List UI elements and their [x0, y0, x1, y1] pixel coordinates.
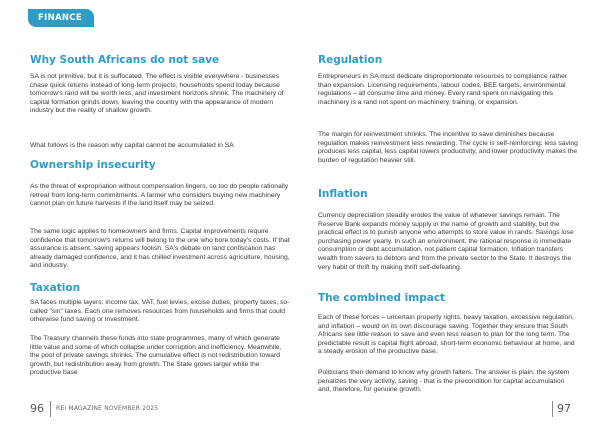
paragraph: SA is not primitive, but it is suffocated. The effect is visible everywhere - businesses chase quick returns instead of long-term projects, households spend today because tomorrow's rand will be worth less, and investment horizons shrink. The machinery of capital formation grinds down, leaving the country with the appearance of modern industry but the reality of shallow growth. [30, 73, 284, 115]
left-page-number: 96 [30, 402, 44, 415]
heading-regulation: Regulation [318, 54, 383, 66]
paragraph: The same logic applies to homeowners and firms. Capital improvements require confidence that tomorrow's returns will belong to the one who bore today's costs. If that assurance is absent, saving appears foolish. SA's debate on land confiscation has already damaged confidence, and it has chilled investment across agriculture, housing, and industry. [30, 228, 290, 270]
heading-ownership-insecurity: Ownership insecurity [30, 159, 156, 171]
paragraph: Each of these forces – uncertain property rights, heavy taxation, excessive regulation, and inflation – would on its own discourage saving. Together they ensure that South Africans see little reason to save and even less reason to plan for the long term. The predictable result is capital flight abroad, short-term economic behaviour at home, and a steady erosion of the productive base. [318, 314, 575, 356]
heading-taxation: Taxation [30, 282, 81, 294]
paragraph: The Treasury channels these funds into state programmes, many of which generate little value and some of which collapse under corruption and inefficiency. Meanwhile, the pool of private savings shrinks. The cumulative effect is not redistribution toward growth, but redistribution away from growth. The State grows larger while the productive base [30, 335, 282, 377]
paragraph: Entrepreneurs in SA must dedicate disproportionate resources to compliance rather than expansion. Licensing requirements, labour codes, BEE targets, environmental regulations – all consume time and money. Every rand spent on navigating this machinery is a rand not spent on machinery, training, or expansion. [318, 73, 568, 106]
paragraph: The margin for reinvestment shrinks. The incentive to save diminishes because regulation makes reinvestment less rewarding. The cycle is self-reinforcing: less saving produces less capital, less capital lowers productivity, and lower productivity makes the burden of regulation heavier still. [318, 131, 578, 164]
paragraph: Currency depreciation steadily erodes the value of whatever savings remain. The Reserve Bank expands money supply in the name of growth and stability, but the practical effect is to punish anyone who attempts to store value in rands. Savings lose purchasing power yearly. In such an environment, the rational response is immediate consumption or debt accumulation, not patient capital formation. Inflation transfers wealth from savers to debtors and from the private sector to the State. It destroys the very habit of thrift by making thrift self-defeating. [318, 212, 574, 271]
magazine-name: REI MAGAZINE NOVEMBER 2025 [56, 405, 159, 412]
footer-divider [50, 401, 51, 417]
paragraph: Politicians then demand to know why growth falters. The answer is plain: the system penalizes the very activity, saving - that is the precondition for capital accumulation and, therefore, for genuine growth. [318, 369, 570, 394]
heading-why-south-africans: Why South Africans do not save [30, 54, 220, 66]
section-tag: FINANCE [28, 9, 94, 27]
paragraph: What follows is the reason why capital cannot be accumulated in SA [30, 142, 234, 149]
heading-inflation: Inflation [318, 188, 368, 200]
paragraph: SA faces multiple layers: income tax, VAT, fuel levies, excise duties, property taxes, so-called "sin" taxes. Each one removes resources from households and firms that could otherwise fund saving or investment. [30, 299, 290, 324]
right-page-number: 97 [557, 402, 571, 415]
paragraph: As the threat of expropriation without compensation lingers, so too do people rationally retreat from long-term commitments. A farmer who considers buying new machinery cannot plan on future harvests if the land itself may be seized. [30, 183, 289, 208]
footer-divider [552, 401, 553, 417]
heading-combined-impact: The combined impact [318, 292, 446, 304]
